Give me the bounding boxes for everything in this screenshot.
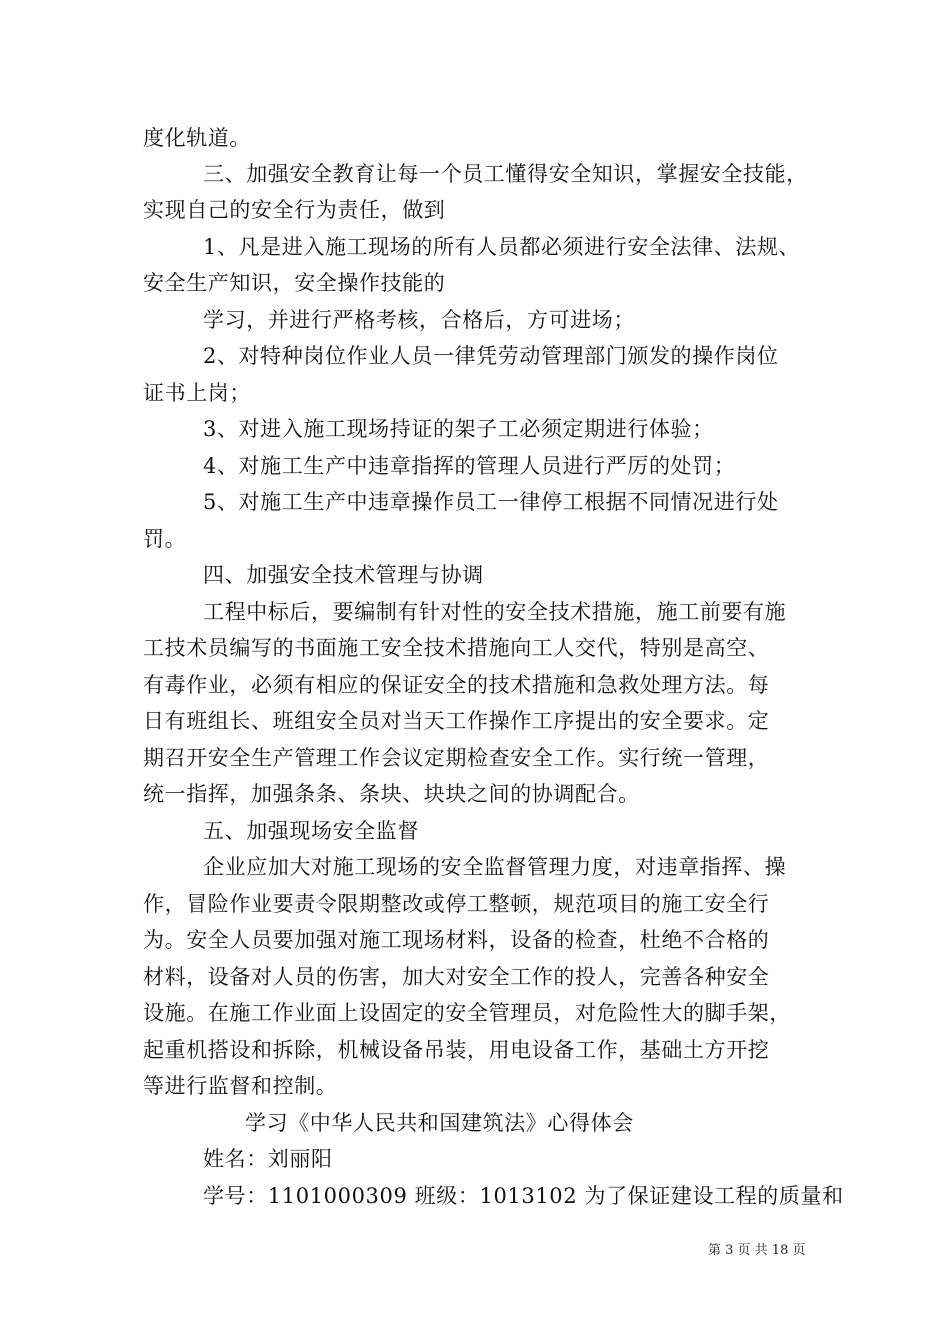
text-line: 学习，并进行严格考核，合格后，方可进场； xyxy=(203,308,635,332)
section-heading: 三、加强安全教育让每一个员工懂得安全知识，掌握安全技能， xyxy=(203,162,808,186)
paragraph-line: 期召开安全生产管理工作会议定期检查安全工作。实行统一管理， xyxy=(143,746,770,770)
paragraph-line: 设施。在施工作业面上设固定的安全管理员，对危险性大的脚手架， xyxy=(143,1001,791,1025)
paragraph-line: 统一指挥，加强条条、条块、块块之间的协调配合。 xyxy=(143,782,640,806)
page-number: 第 3 页 共 18 页 xyxy=(708,1243,806,1258)
list-item: 4、对施工生产中违章指挥的管理人员进行严厉的处罚； xyxy=(203,454,736,478)
paragraph-line: 材料，设备对人员的伤害，加大对安全工作的投人，完善各种安全 xyxy=(143,965,770,989)
text-line: 安全生产知识，安全操作技能的 xyxy=(143,271,446,295)
list-item: 3、对进入施工现场持证的架子工必须定期进行体验； xyxy=(203,417,714,441)
list-item: 2、对特种岗位作业人员一律凭劳动管理部门颁发的操作岗位 xyxy=(203,344,779,368)
essay-title: 学习《中华人民共和国建筑法》心得体会 xyxy=(245,1111,634,1135)
paragraph-line: 起重机搭设和拆除，机械设备吊装，用电设备工作，基础土方开挖 xyxy=(143,1038,770,1062)
text-line: 实现自己的安全行为责任，做到 xyxy=(143,198,446,222)
paragraph-line: 有毒作业，必须有相应的保证安全的技术措施和急救处理方法。每 xyxy=(143,673,770,697)
paragraph-line: 为。安全人员要加强对施工现场材料，设备的检查，杜绝不合格的 xyxy=(143,928,770,952)
section-heading: 五、加强现场安全监督 xyxy=(203,819,419,843)
section-heading: 四、加强安全技术管理与协调 xyxy=(203,563,484,587)
author-name: 姓名：刘丽阳 xyxy=(203,1147,333,1171)
paragraph-line: 日有班组长、班组安全员对当天工作操作工序提出的安全要求。定 xyxy=(143,709,770,733)
student-info: 学号：1101000309 班级：1013102 为了保证建设工程的质量和 xyxy=(203,1184,844,1208)
paragraph-line: 企业应加大对施工现场的安全监督管理力度，对违章指挥、操 xyxy=(203,855,787,879)
list-item: 1、凡是进入施工现场的所有人员都必须进行安全法律、法规、 xyxy=(203,235,801,259)
paragraph-line: 作，冒险作业要责令限期整改或停工整顿，规范项目的施工安全行 xyxy=(143,892,770,916)
paragraph-line: 工技术员编写的书面施工安全技术措施向工人交代，特别是高空、 xyxy=(143,636,770,660)
text-line: 罚。 xyxy=(143,527,187,551)
text-line: 证书上岗； xyxy=(143,381,251,405)
list-item: 5、对施工生产中违章操作员工一律停工根据不同情况进行处 xyxy=(203,490,779,514)
text-line: 度化轨道。 xyxy=(143,126,251,150)
paragraph-line: 工程中标后，要编制有针对性的安全技术措施，施工前要有施 xyxy=(203,600,787,624)
paragraph-line: 等进行监督和控制。 xyxy=(143,1074,338,1098)
